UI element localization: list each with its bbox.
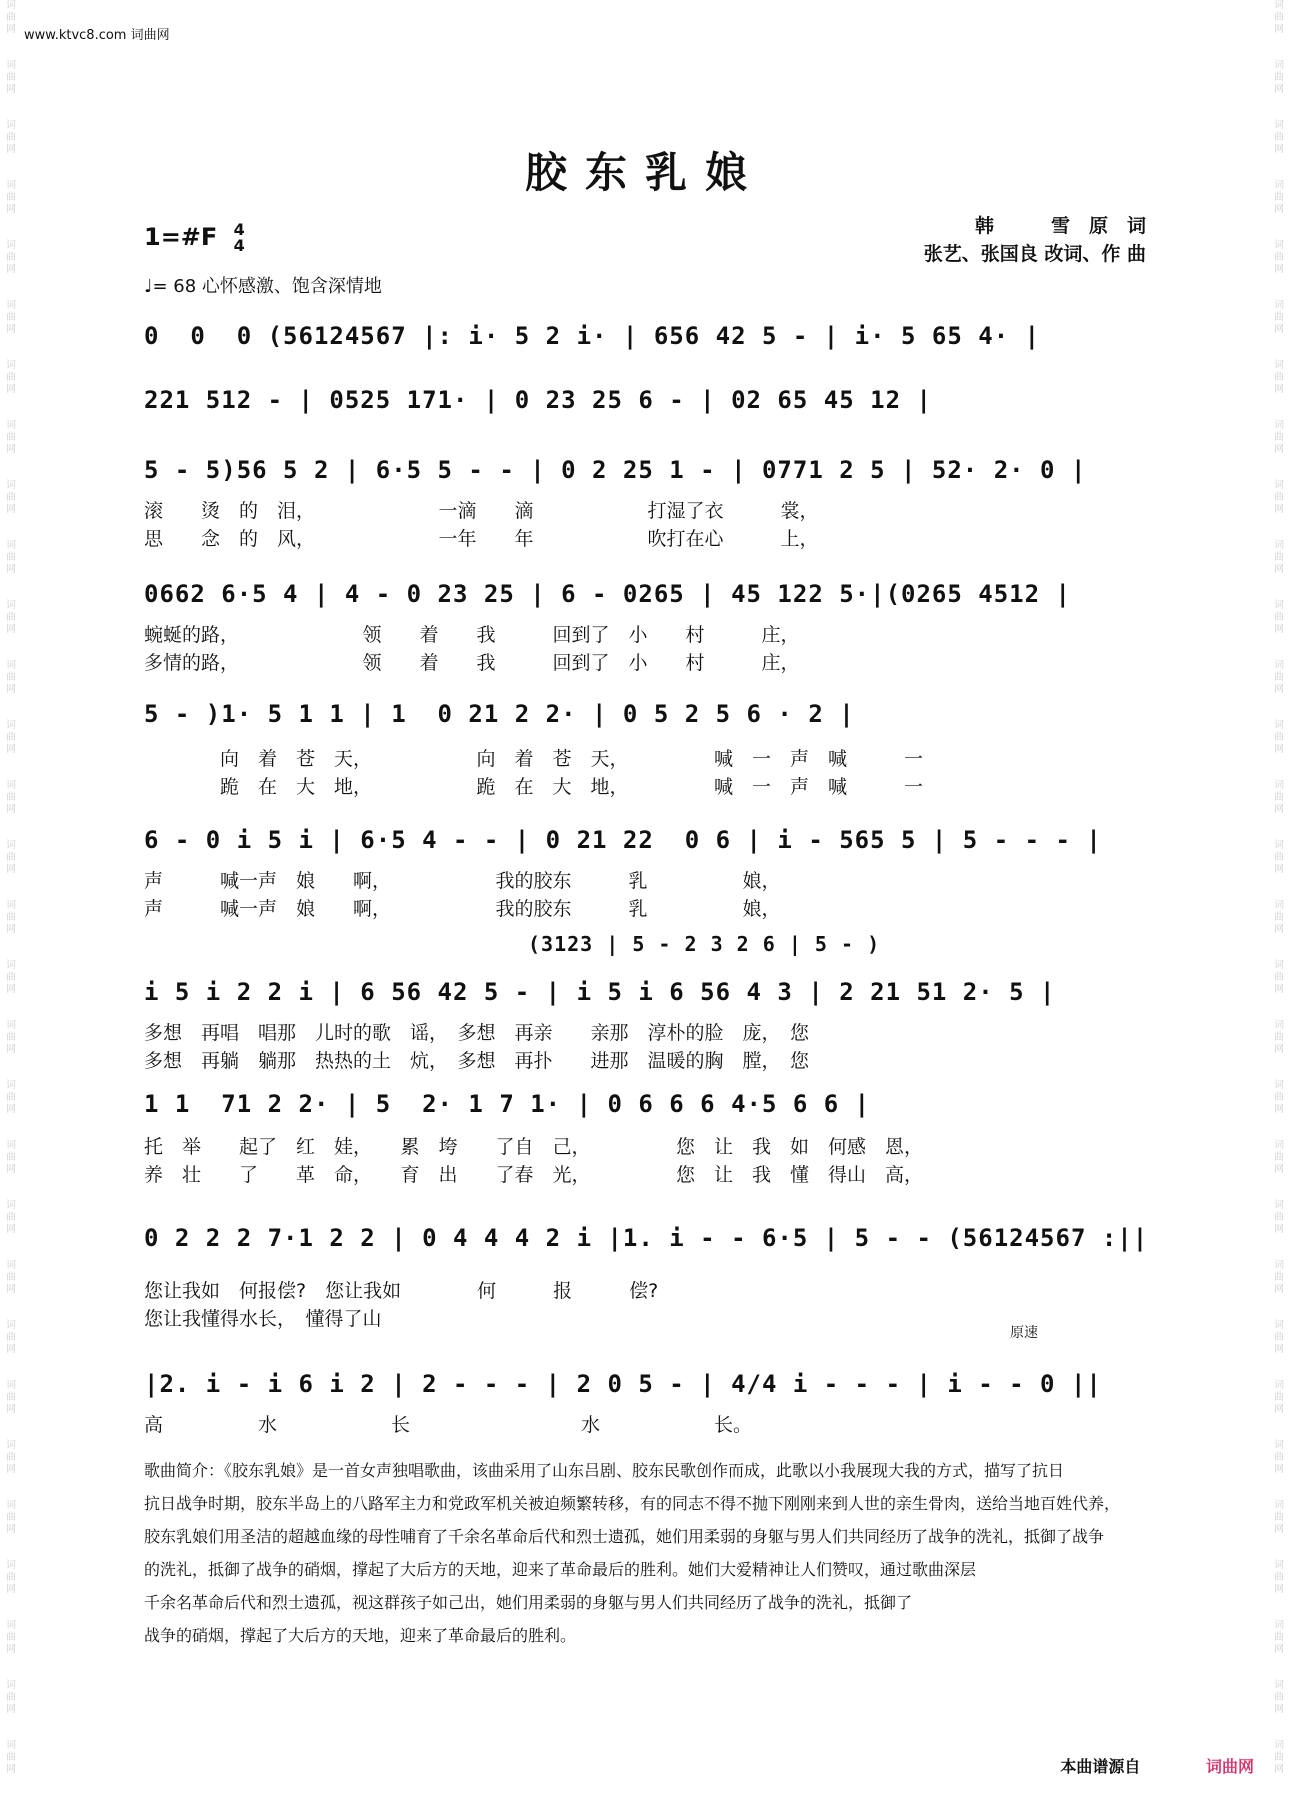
- intro-line: 的洗礼，抵御了战争的硝烟，撑起了大后方的天地，迎来了革命最后的胜利。她们大爱精神让人们赞叹，通过歌曲深层: [144, 1560, 977, 1579]
- score-line-9: 0 2 2 2 7·1 2 2 | 0 4 4 4 2 i |1. i - - 6·5 | 5 - - (56124567 :||: [144, 1224, 1149, 1252]
- lyric-7b: 多想 再躺 躺那 热热的土 炕， 多想 再扑 进那 温暖的胸 膛， 您: [144, 1050, 810, 1072]
- score-line-1: 0 0 0 (56124567 |: i· 5 2 i· | 656 42 5 - | i· 5 65 4· |: [144, 322, 1041, 350]
- footer: [1060, 1754, 1254, 1777]
- lyric-8b: 养 壮 了 革 命， 育 出 了春 光， 您 让 我 懂 得山 高，: [144, 1164, 924, 1186]
- lyric-9b: 您让我懂得水长， 懂得了山: [144, 1308, 382, 1330]
- site-url[interactable]: www.ktvc8.com 词曲网: [24, 28, 170, 43]
- lyric-3b: 思 念 的 风， 一年 年 吹打在心 上，: [144, 528, 819, 550]
- lyric-5b: 跪 在 大 地， 跪 在 大 地， 喊 一 声 喊 一: [144, 776, 924, 798]
- score-line-3: 5 - 5)56 5 2 | 6·5 5 - - | 0 2 25 1 - | 0771 2 5 | 52· 2· 0 |: [144, 456, 1087, 484]
- score-line-7: i 5 i 2 2 i | 6 56 42 5 - | i 5 i 6 56 4 3 | 2 21 51 2· 5 |: [144, 978, 1056, 1006]
- key-label: 1=#F: [144, 223, 218, 251]
- lyric-10: 高 水 长 水 长。: [144, 1414, 753, 1436]
- lyric-4b: 多情的路， 领 着 我 回到了 小 村 庄，: [144, 652, 800, 674]
- tempo-return-mark: 原速: [1010, 1325, 1038, 1341]
- intro-line: 胶东乳娘们用圣洁的超越血缘的母性哺育了千余名革命后代和烈士遗孤，她们用柔弱的身躯与男人们共同经历了战争的洗礼，抵御了战争: [144, 1527, 1105, 1546]
- time-sig-top: 4: [233, 220, 245, 239]
- score-line-10: |2. i - i 6 i 2 | 2 - - - | 2 0 5 - | 4/4 i - - - | i - - 0 ||: [144, 1370, 1102, 1398]
- footer-source: 本曲谱源自: [1060, 1757, 1141, 1776]
- score-line-4: 0662 6·5 4 | 4 - 0 23 25 | 6 - 0265 | 45 122 5·|(0265 4512 |: [144, 580, 1071, 608]
- composer-credit: 张艺、张国良 改词、作 曲: [923, 243, 1146, 265]
- score-line-2: 221 512 - | 0525 171· | 0 23 25 6 - | 02 65 45 12 |: [144, 386, 932, 414]
- score-line-5: 5 - )1· 5 1 1 | 1 0 21 2 2· | 0 5 2 5 6 · 2 |: [144, 700, 855, 728]
- key-signature: [144, 222, 245, 254]
- lyricist-credit: 韩 雪 原 词: [974, 215, 1146, 237]
- score-line-8: 1 1 71 2 2· | 5 2· 1 7 1· | 0 6 6 6 4·5 6 6 |: [144, 1090, 871, 1118]
- lyric-7a: 多想 再唱 唱那 儿时的歌 谣， 多想 再亲 亲那 淳朴的脸 庞， 您: [144, 1022, 810, 1044]
- song-title: 胶东乳娘: [524, 148, 765, 197]
- time-sig-bottom: 4: [233, 236, 245, 255]
- song-introduction: [144, 1454, 1150, 1652]
- lyric-5a: 向 着 苍 天， 向 着 苍 天， 喊 一 声 喊 一: [144, 748, 924, 770]
- score-line-6: 6 - 0 i 5 i | 6·5 4 - - | 0 21 22 0 6 | i - 565 5 | 5 - - - |: [144, 826, 1102, 854]
- time-signature: [234, 222, 245, 254]
- intro-line: 抗日战争时期，胶东半岛上的八路军主力和党政军机关被迫频繁转移，有的同志不得不抛下刚刚来到人世的亲生骨肉，送给当地百姓代养，: [144, 1494, 1121, 1513]
- credits: [924, 212, 1146, 268]
- footer-brand-link[interactable]: 词曲网: [1205, 1757, 1254, 1776]
- lyric-3a: 滚 烫 的 泪， 一滴 滴 打湿了衣 裳，: [144, 500, 819, 522]
- lyric-6b: 声 喊一声 娘 啊， 我的胶东 乳 娘，: [144, 898, 781, 920]
- lyric-6a: 声 喊一声 娘 啊， 我的胶东 乳 娘，: [144, 870, 781, 892]
- lyric-8a: 托 举 起了 红 娃， 累 垮 了自 己， 您 让 我 如 何感 恩，: [144, 1136, 924, 1158]
- left-watermark-strip: 词曲网 词曲网 词曲网 词曲网 词曲网 词曲网 词曲网 词曲网 词曲网 词曲网 词曲网 词曲网 词曲网 词曲网 词曲网 词曲网 词曲网 词曲网 词曲网 词曲网 词曲网 词曲网 词曲网 词曲网 词曲网 词曲网 词曲网 词曲网 词曲网 词曲网: [6, 0, 16, 1775]
- intro-line: 歌曲简介：《胶东乳娘》是一首女声独唱歌曲，该曲采用了山东吕剧、胶东民歌创作而成，此歌以小我展现大我的方式，描写了抗日: [144, 1461, 1065, 1480]
- lyric-4a: 蜿蜒的路， 领 着 我 回到了 小 村 庄，: [144, 624, 800, 646]
- tempo-marking: ♩= 68 心怀感激、饱含深情地: [144, 276, 382, 297]
- intro-line: 千余名革命后代和烈士遗孤，视这群孩子如己出，她们用柔弱的身躯与男人们共同经历了战争的洗礼，抵御了: [144, 1593, 913, 1612]
- intro-line: 战争的硝烟，撑起了大后方的天地，迎来了革命最后的胜利。: [144, 1626, 577, 1645]
- score-interlude: (3123 | 5 - 2 3 2 6 | 5 - ): [528, 932, 881, 956]
- right-watermark-strip: 词曲网 词曲网 词曲网 词曲网 词曲网 词曲网 词曲网 词曲网 词曲网 词曲网 词曲网 词曲网 词曲网 词曲网 词曲网 词曲网 词曲网 词曲网 词曲网 词曲网 词曲网 词曲网 词曲网 词曲网 词曲网 词曲网 词曲网 词曲网 词曲网 词曲网: [1274, 0, 1284, 1775]
- lyric-9a: 您让我如 何报偿? 您让我如 何 报 偿?: [144, 1280, 659, 1302]
